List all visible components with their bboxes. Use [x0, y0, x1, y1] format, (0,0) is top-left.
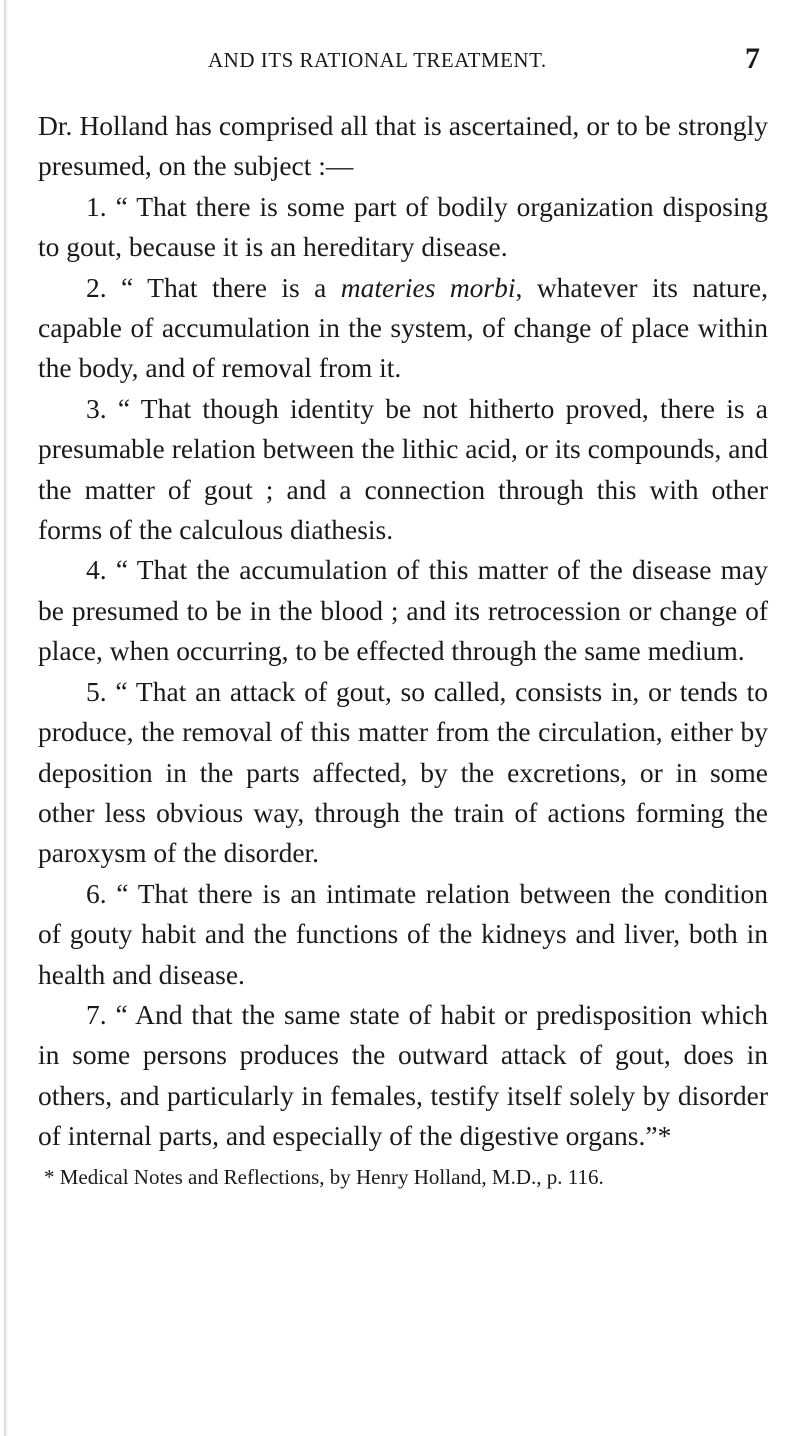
- list-item-2: [38, 268, 768, 389]
- item-7-text: 7. “ And that the same state of habit or predisposition which in some persons produces the outward attack of gout, does in others, and particularly in females, testify itself solely by disorder of internal parts, and especially of the digestive organs.”*: [38, 998, 768, 1152]
- page-number: 7: [745, 42, 760, 75]
- item-2-latin-term: materies morbi: [340, 271, 516, 303]
- list-item-1: [38, 187, 768, 268]
- item-3-text: 3. “ That though identity be not hitherto proved, there is a presumable relation between the lithic acid, or its compounds, and the matter of gout ; and a connection through this with other forms of the calculous diathesis.: [38, 392, 768, 546]
- list-item-3: [38, 389, 768, 551]
- page-edge-shadow: [4, 0, 7, 1436]
- item-4-text: 4. “ That the accumulation of this matter of the disease may be presumed to be in the blood ; and its retrocession or change of place, when occurring, to be effected through the same medium.: [38, 554, 768, 667]
- item-1-text: 1. “ That there is some part of bodily organization disposing to gout, because it is an hereditary disease.: [38, 190, 768, 263]
- list-item-6: [38, 874, 768, 995]
- footnote: * Medical Notes and Reflections, by Henry Holland, M.D., p. 116.: [44, 1164, 604, 1189]
- book-page: [38, 42, 768, 1191]
- list-item-4: [38, 550, 768, 671]
- page-header: [38, 42, 768, 84]
- item-2-lead: 2. “ That there is a: [86, 271, 341, 303]
- item-2-rest: , whatever its nature, capable of accumulation in the system, of change of place within the body, and of removal from it.: [38, 271, 768, 384]
- body-text: [38, 106, 768, 1157]
- list-item-7: [38, 995, 768, 1157]
- intro-paragraph: Dr. Holland has comprised all that is ascertained, or to be strongly presumed, on the subject :—: [38, 110, 768, 182]
- item-5-text: 5. “ That an attack of gout, so called, consists in, or tends to produce, the removal of this matter from the circulation, either by deposition in the parts affected, by the excretions, or in some other less obvious way, through the train of actions forming the paroxysm of the disorder.: [38, 675, 768, 869]
- list-item-5: [38, 672, 768, 874]
- item-6-text: 6. “ That there is an intimate relation between the condition of gouty habit and the functions of the kidneys and liver, both in health and disease.: [38, 877, 768, 990]
- running-head: AND ITS RATIONAL TREATMENT.: [208, 48, 547, 72]
